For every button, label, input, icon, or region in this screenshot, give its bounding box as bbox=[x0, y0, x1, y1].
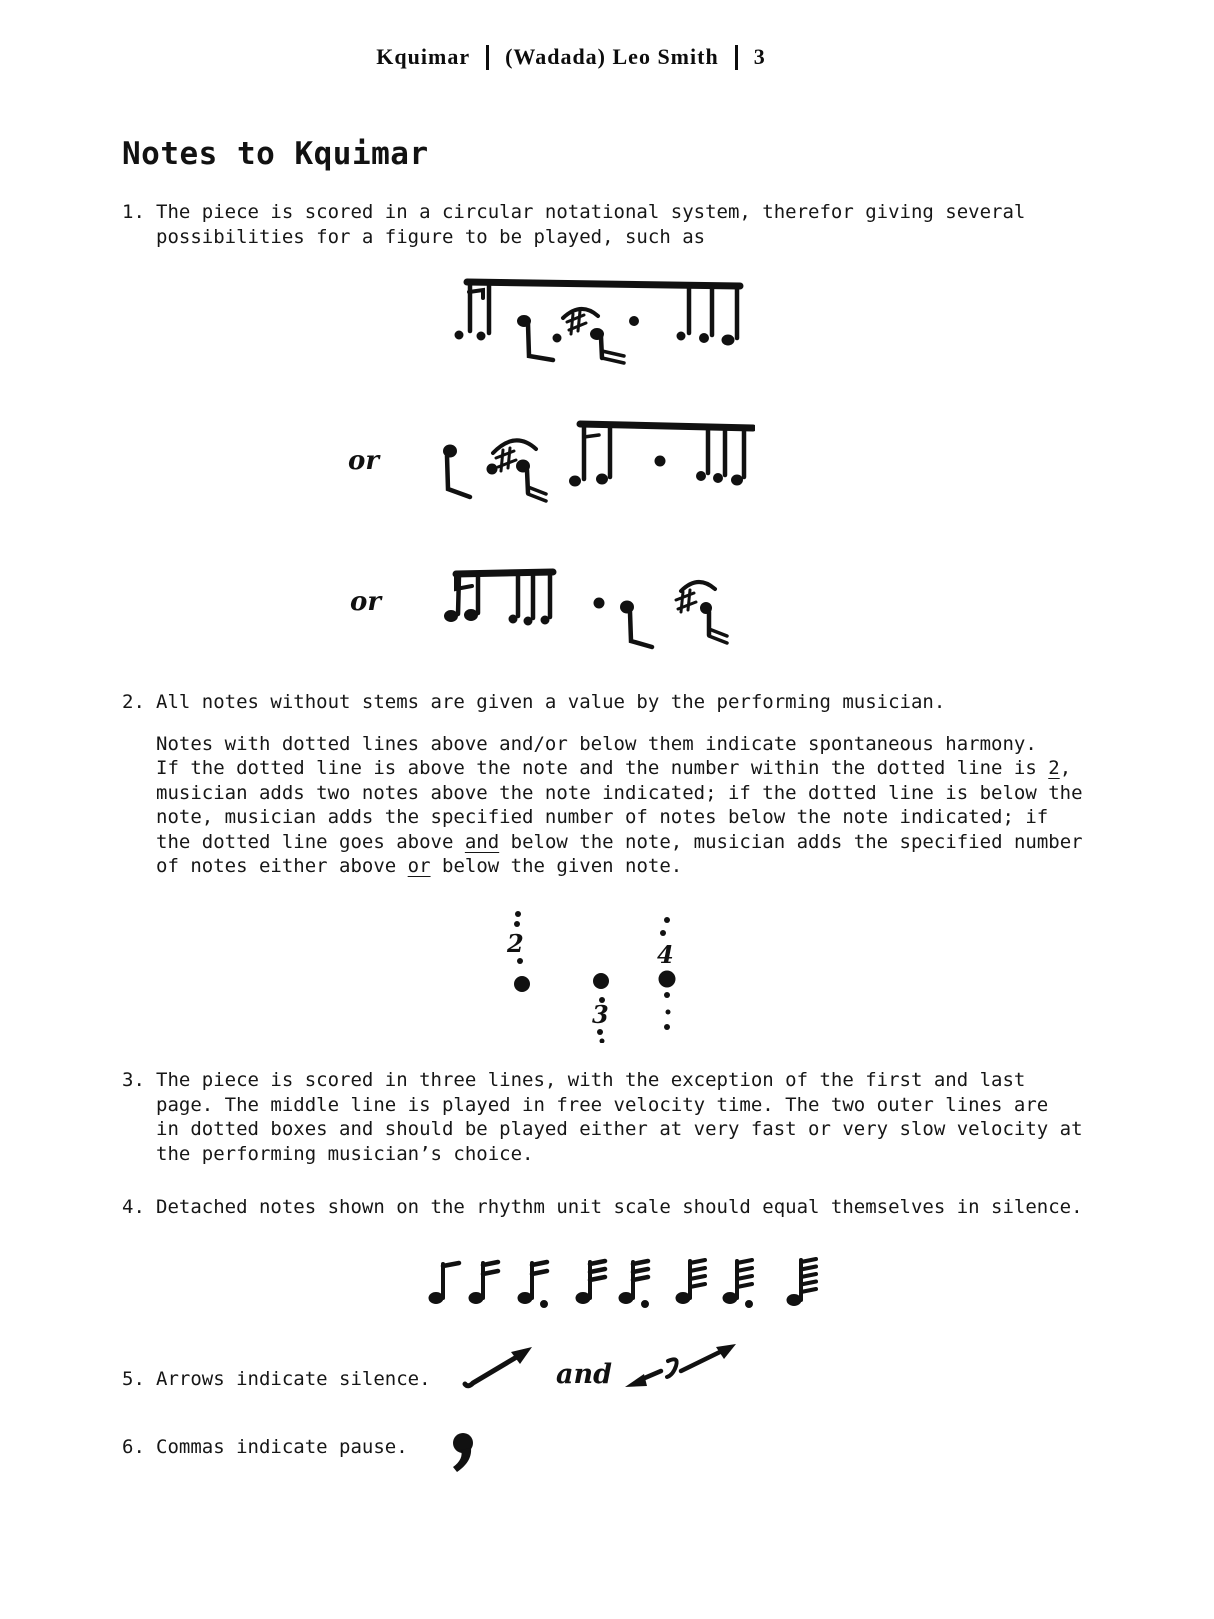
item-number: 3. bbox=[122, 1069, 145, 1091]
item-text: Arrows indicate silence. bbox=[156, 1368, 431, 1390]
header-page-number: 3 bbox=[753, 44, 766, 69]
note-item-1 bbox=[122, 200, 1025, 249]
item-number: 1. bbox=[122, 201, 145, 223]
rhythm-unit-scale-figure bbox=[405, 1250, 820, 1312]
note-item-2 bbox=[122, 690, 1083, 879]
note-item-4 bbox=[122, 1195, 1083, 1220]
page-header bbox=[0, 44, 1214, 70]
beam bbox=[580, 424, 753, 428]
pause-comma-figure bbox=[450, 1432, 478, 1474]
item-text: The piece is scored in a circular notational system, therefor giving several possibilities for a figure to be played, such as bbox=[156, 201, 1026, 248]
and-label: and bbox=[556, 1359, 613, 1390]
pause-comma-svg bbox=[450, 1432, 478, 1474]
note-item-6 bbox=[122, 1435, 408, 1460]
item-number: 5. bbox=[122, 1368, 145, 1390]
music-example-2-svg bbox=[335, 405, 755, 510]
music-example-1-svg bbox=[430, 265, 750, 375]
music-example-3-svg bbox=[335, 548, 755, 660]
music-example-3-figure bbox=[335, 548, 755, 660]
rhythm-unit-scale-svg bbox=[405, 1250, 820, 1312]
silence-arrows-svg bbox=[448, 1335, 740, 1397]
harmony-count-above: 2 bbox=[507, 929, 524, 958]
or-label: or bbox=[350, 587, 382, 617]
comma-tail bbox=[453, 1448, 471, 1472]
harmony-count-below: 3 bbox=[592, 1000, 609, 1029]
or-label: or bbox=[348, 446, 380, 476]
header-divider bbox=[735, 45, 738, 70]
beam bbox=[467, 282, 740, 286]
silence-arrows-figure bbox=[448, 1335, 740, 1397]
header-composer: (Wadada) Leo Smith bbox=[505, 44, 719, 69]
item-text: The piece is scored in three lines, with the exception of the first and last page. The middle line is played in free velocity time. The two outer lines are in dotted boxes and should be played either at very fast or very slow velocity at the performing musician’s choice. bbox=[156, 1069, 1083, 1165]
item-text: Detached notes shown on the rhythm unit scale should equal themselves in silence. bbox=[156, 1196, 1083, 1218]
header-divider bbox=[486, 45, 489, 70]
sharp-sign bbox=[496, 448, 516, 471]
notehead bbox=[659, 971, 676, 988]
music-example-1-figure bbox=[430, 265, 750, 375]
harmony-count-both: 4 bbox=[657, 940, 674, 969]
item-text: Commas indicate pause. bbox=[156, 1436, 408, 1458]
tie-arc bbox=[681, 582, 715, 591]
item-number: 4. bbox=[122, 1196, 145, 1218]
item-text: All notes without stems are given a value by the performing musician. Notes with dotted lines above and/or below them indicate spontaneous harmony. If the dotted line is above the note and the number within the dotted line is 2, musician adds two notes above the note indicated; if the dotted line is below the note, musician adds the specified number of notes below the note indicated; if the dotted line goes above and below the note, musician adds the specified number of notes either above or below the given note. bbox=[156, 691, 1083, 877]
harmony-dotted-line-figure bbox=[480, 895, 710, 1043]
music-example-2-figure bbox=[335, 405, 755, 510]
note-item-5 bbox=[122, 1367, 431, 1392]
beam bbox=[456, 572, 553, 574]
pause-squiggle bbox=[667, 1359, 677, 1377]
item-number: 6. bbox=[122, 1436, 145, 1458]
page-title: Notes to Kquimar bbox=[122, 136, 429, 172]
harmony-dotted-line-svg bbox=[480, 895, 710, 1043]
header-work-title: Kquimar bbox=[376, 44, 471, 69]
arrow-up-right bbox=[681, 1349, 726, 1371]
notehead bbox=[514, 976, 530, 992]
note-item-3 bbox=[122, 1068, 1083, 1166]
item-number: 2. bbox=[122, 691, 145, 713]
arrow-up-right bbox=[465, 1355, 520, 1386]
sharp-sign bbox=[676, 590, 696, 612]
notehead bbox=[593, 973, 609, 989]
